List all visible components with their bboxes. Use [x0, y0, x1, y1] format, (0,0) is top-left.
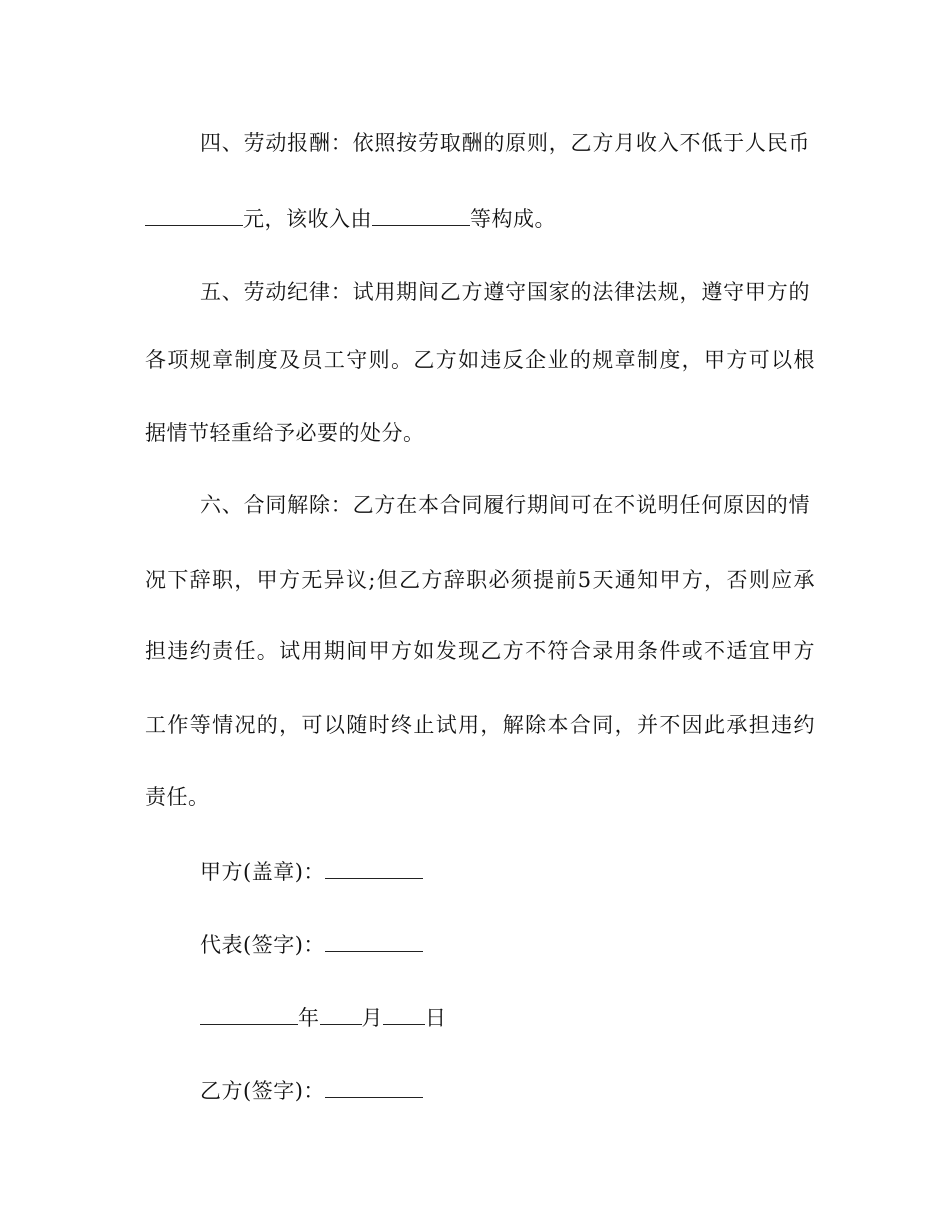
month-label: 月 [361, 1006, 383, 1030]
salary-amount-blank[interactable] [145, 203, 243, 226]
section6-line5: 责任。 [145, 785, 210, 809]
party-b-signature-row [200, 1075, 423, 1106]
party-b-signature-blank[interactable] [325, 1075, 423, 1098]
representative-signature-row [200, 929, 423, 960]
representative-signature-blank[interactable] [325, 929, 423, 952]
section5-line3: 据情节轻重给予必要的处分。 [145, 421, 425, 445]
section4-line2-part2: 等构成。 [470, 207, 556, 231]
year-label: 年 [298, 1006, 320, 1030]
date-row [200, 1002, 447, 1033]
party-a-seal-row [200, 856, 423, 887]
party-b-label: 乙方(签字)： [200, 1079, 325, 1103]
section6-line3: 担违约责任。试用期间甲方如发现乙方不符合录用条件或不适宜甲方 [145, 639, 815, 663]
income-components-blank[interactable] [372, 203, 470, 226]
month-blank[interactable] [320, 1002, 362, 1025]
section6-line2: 况下辞职，甲方无异议;但乙方辞职必须提前5天通知甲方，否则应承 [145, 568, 815, 592]
representative-label: 代表(签字)： [200, 933, 325, 957]
section6-line4: 工作等情况的，可以随时终止试用，解除本合同，并不因此承担违约 [145, 713, 815, 737]
section6-line1: 六、合同解除：乙方在本合同履行期间可在不说明任何原因的情 [200, 493, 810, 517]
section4-line1: 四、劳动报酬：依照按劳取酬的原则，乙方月收入不低于人民币 [200, 131, 810, 155]
day-blank[interactable] [383, 1002, 425, 1025]
party-a-seal-blank[interactable] [325, 856, 423, 879]
year-blank[interactable] [200, 1002, 298, 1025]
section4-line2 [145, 203, 556, 234]
day-label: 日 [425, 1006, 447, 1030]
party-a-label: 甲方(盖章)： [200, 860, 325, 884]
section4-line2-part1: 元，该收入由 [243, 207, 372, 231]
section5-line1: 五、劳动纪律：试用期间乙方遵守国家的法律法规，遵守甲方的 [200, 280, 810, 304]
section5-line2: 各项规章制度及员工守则。乙方如违反企业的规章制度，甲方可以根 [145, 348, 815, 372]
